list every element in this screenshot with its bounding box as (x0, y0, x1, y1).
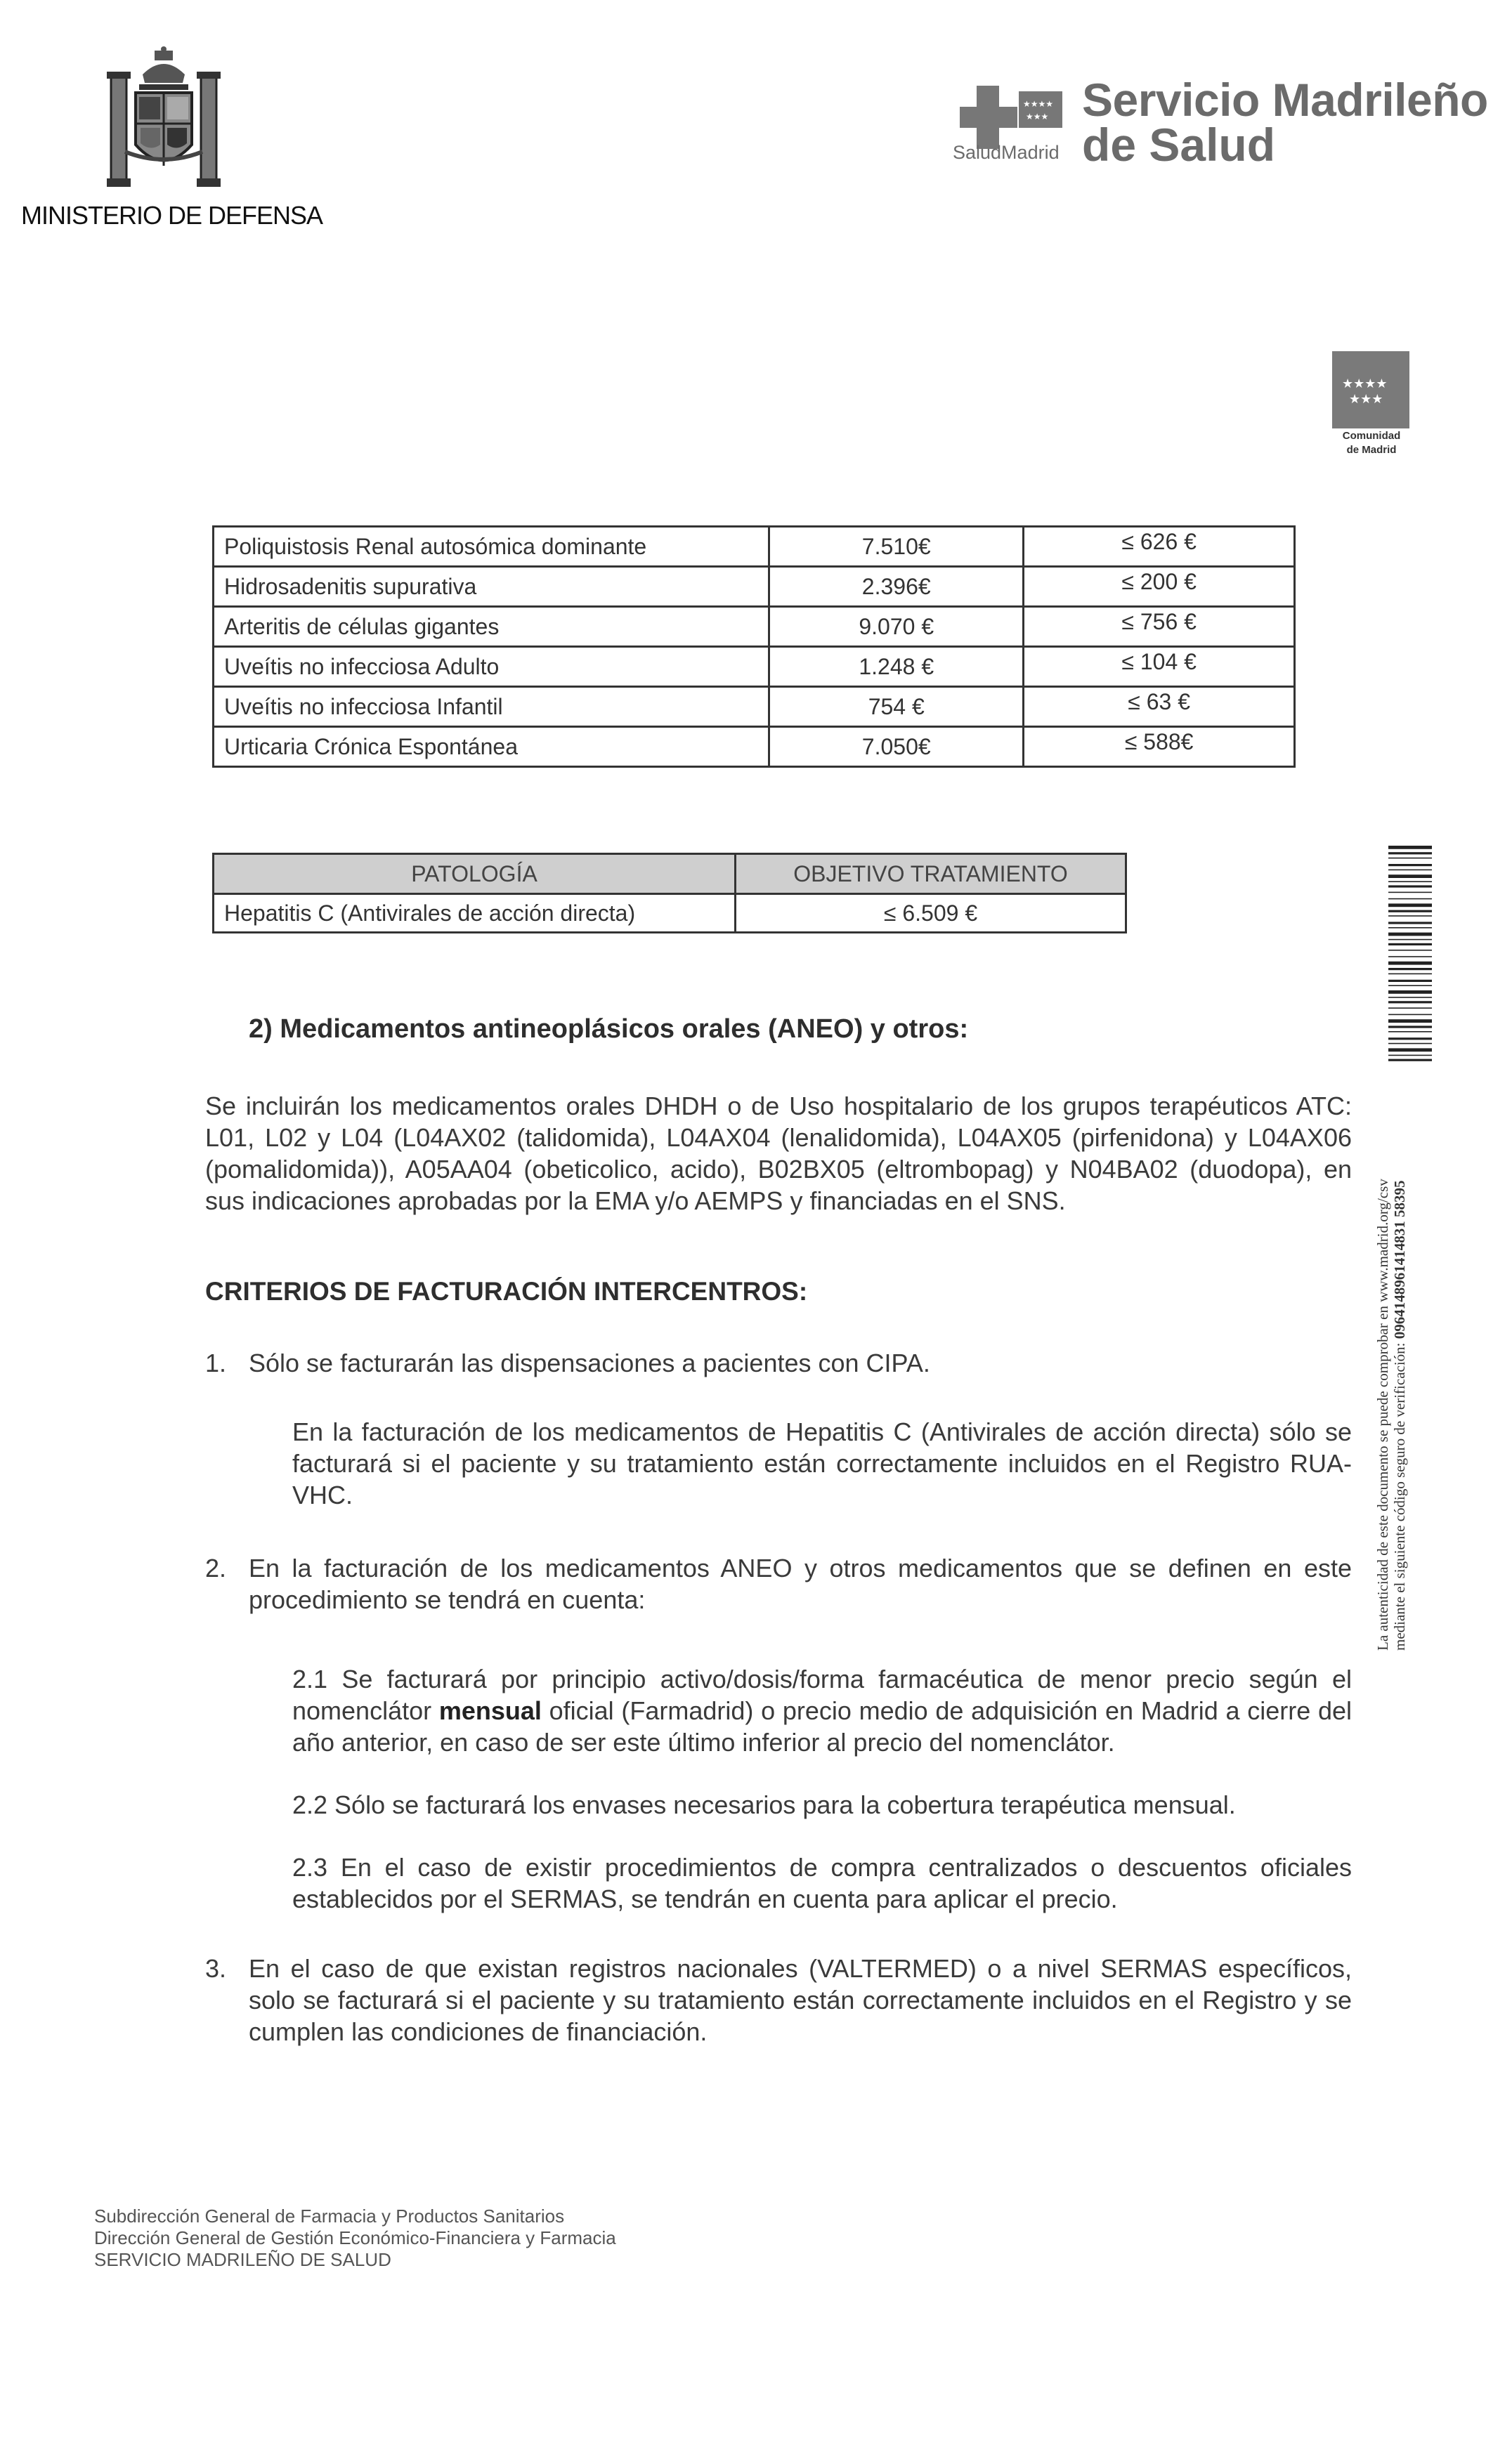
table-cell: Hepatitis C (Antivirales de acción directa) (214, 894, 736, 933)
ministry-label: MINISTERIO DE DEFENSA (21, 201, 323, 230)
barcode-bar (1388, 892, 1432, 893)
table-cell: Poliquistosis Renal autosómica dominante (214, 527, 769, 567)
table-cell: 9.070 € (769, 607, 1024, 647)
table-cell: 754 € (769, 687, 1024, 727)
barcode-bar (1388, 974, 1432, 975)
section-2-paragraph: Se incluirán los medicamentos orales DHDH o de Uso hospitalario de los grupos terapéuticos ATC: L01, L02 y L04 (L04AX02 (talidomida), L04AX04 (lenalidomida), L04AX05 (pirfenidona) y L04AX06 (pomalidomida)), A05AA04 (obeticolico, acido), B02BX05 (eltrombopag) y N04BA02 (duodopa), en sus indicaciones aprobadas por la EMA y/o AEMPS y financiadas en el SNS. (205, 1092, 1352, 1215)
barcode-bar (1388, 1037, 1432, 1040)
table-cell: Uveítis no infecciosa Adulto (214, 647, 769, 687)
barcode-bar (1388, 985, 1432, 986)
criteria-item-2: En la facturación de los medicamentos ANEO y otros medicamentos que se definen en este procedimiento se tendrá en cuenta: (249, 1554, 1352, 1614)
criteria-item-1: Sólo se facturarán las dispensaciones a pacientes con CIPA. (249, 1349, 930, 1377)
pathology-cost-table (212, 525, 1296, 768)
barcode-bar (1388, 980, 1432, 982)
table-cell: ≤ 588€ (1024, 727, 1295, 767)
criteria-item-2-3: 2.3 En el caso de existir procedimientos de compra centralizados o descuentos oficiales establecidos por el SERMAS, se tendrán en cuenta para aplicar el precio. (292, 1853, 1352, 1913)
column-header-target: OBJETIVO TRATAMIENTO (736, 854, 1126, 894)
item-3-number: 3. (205, 1954, 227, 1983)
table-row (214, 567, 1295, 607)
table-cell: Uveítis no infecciosa Infantil (214, 687, 769, 727)
hepatitis-target-table (212, 853, 1127, 933)
table-cell: 2.396€ (769, 567, 1024, 607)
barcode-bar (1388, 864, 1432, 866)
barcode-bar (1388, 898, 1432, 900)
table-cell: ≤ 200 € (1024, 567, 1295, 607)
barcode-bar (1388, 846, 1432, 849)
table-cell: ≤ 104 € (1024, 647, 1295, 687)
svg-text:★★★: ★★★ (1026, 112, 1049, 122)
barcode-bar (1388, 1048, 1432, 1051)
item-1-number: 1. (205, 1349, 227, 1377)
barcode-bar (1388, 956, 1432, 957)
item-2-1-text: 2.1 Se facturará por principio activo/dosis/forma farmacéutica de menor precio según el nomenclátor (292, 1665, 1352, 1725)
barcode-bar (1388, 858, 1432, 859)
sermas-title-line2: de Salud (1082, 119, 1276, 171)
barcode-bar (1388, 990, 1432, 994)
verification-text (1374, 1075, 1408, 1651)
table-cell: ≤ 63 € (1024, 687, 1295, 727)
comunidad-label: Comunidad (1342, 430, 1401, 442)
table-cell: Hidrosadenitis supurativa (214, 567, 769, 607)
footer-line-1: Subdirección General de Farmacia y Productos Sanitarios (94, 2206, 565, 2227)
barcode-bar (1388, 1055, 1432, 1056)
barcode-bar (1388, 852, 1432, 854)
barcode-bar (1388, 1007, 1432, 1009)
table-row (214, 894, 1126, 933)
verification-line-1: La autenticidad de este documento se puede comprobar en www.madrid.org/csv (1374, 1179, 1391, 1651)
barcode-bar (1388, 881, 1432, 882)
barcode-bar (1388, 962, 1432, 965)
table-cell: 7.050€ (769, 727, 1024, 767)
verification-barcode (1388, 846, 1432, 1063)
item-2-1-text-end: oficial (Farmadrid) o precio medio de adquisición en Madrid a cierre del año anterior, en caso de ser este último inferior al precio del nomenclátor. (292, 1696, 1353, 1757)
table-cell: 7.510€ (769, 527, 1024, 567)
barcode-bar (1388, 939, 1432, 941)
barcode-bar (1388, 943, 1432, 945)
barcode-bar (1388, 997, 1432, 998)
criteria-item-1-detail: En la facturación de los medicamentos de Hepatitis C (Antivirales de acción directa) sólo se facturará si el paciente y su tratamiento están correctamente incluidos en el Registro RUA-VHC. (292, 1417, 1352, 1509)
footer-line-3: SERVICIO MADRILEÑO DE SALUD (94, 2249, 391, 2270)
table-cell: 1.248 € (769, 647, 1024, 687)
table-cell: Arteritis de células gigantes (214, 607, 769, 647)
svg-text:★★★: ★★★ (1349, 392, 1383, 407)
item-2-1-bold: mensual (438, 1696, 542, 1725)
verification-code: 0964148961414831 58395 (1391, 1180, 1408, 1339)
table-cell: ≤ 756 € (1024, 607, 1295, 647)
svg-text:★★★★: ★★★★ (1023, 99, 1054, 109)
verification-line-2 (1391, 1075, 1408, 1651)
item-2-number: 2. (205, 1554, 227, 1582)
footer-line-2: Dirección General de Gestión Económico-Financiera y Farmacia (94, 2227, 616, 2248)
table-cell: Urticaria Crónica Espontánea (214, 727, 769, 767)
barcode-bar (1388, 922, 1432, 924)
footer (94, 2206, 616, 2271)
table-row (214, 607, 1295, 647)
criteria-item-3: En el caso de que existan registros nacionales (VALTERMED) o a nivel SERMAS específicos, solo se facturará si el paciente y su tratamiento están correctamente incluidos en el Registro y se cumplen las condiciones de financiación. (249, 1954, 1352, 2046)
section-2-heading: 2) Medicamentos antineoplásicos orales (ANEO) y otros: (249, 1014, 969, 1044)
barcode-bar (1388, 1031, 1432, 1033)
barcode-bar (1388, 933, 1432, 936)
de-madrid-label: de Madrid (1346, 444, 1397, 456)
table-row (214, 687, 1295, 727)
barcode-bar (1388, 885, 1432, 887)
comunidad-madrid-logo (1332, 351, 1409, 428)
table-header-row (214, 854, 1126, 894)
barcode-bar (1388, 874, 1432, 878)
criteria-item-2-2: 2.2 Sólo se facturará los envases necesarios para la cobertura terapéutica mensual. (292, 1790, 1236, 1819)
table-cell: ≤ 6.509 € (736, 894, 1126, 933)
barcode-bar (1388, 1014, 1432, 1016)
barcode-bar (1388, 903, 1432, 907)
billing-criteria-heading: CRITERIOS DE FACTURACIÓN INTERCENTROS: (205, 1277, 808, 1306)
criteria-item-2-1 (292, 1663, 1352, 1758)
barcode-bar (1388, 1059, 1432, 1061)
saludmadrid-label: SaludMadrid (953, 142, 1060, 163)
barcode-bar (1388, 1001, 1432, 1003)
verification-line-2-text: mediante el siguiente código seguro de verificación: (1391, 1339, 1408, 1651)
barcode-bar (1388, 910, 1432, 912)
svg-text:★★★★: ★★★★ (1342, 376, 1388, 391)
spain-coat-of-arms-logo (104, 46, 223, 190)
barcode-bar (1388, 950, 1432, 951)
barcode-bar (1388, 1043, 1432, 1044)
barcode-bar (1388, 1019, 1432, 1023)
table-row (214, 527, 1295, 567)
column-header-pathology: PATOLOGÍA (214, 854, 736, 894)
barcode-bar (1388, 915, 1432, 917)
barcode-bar (1388, 927, 1432, 929)
table-row (214, 727, 1295, 767)
table-cell: ≤ 626 € (1024, 527, 1295, 567)
barcode-bar (1388, 968, 1432, 970)
table-row (214, 647, 1295, 687)
barcode-bar (1388, 1025, 1432, 1028)
barcode-bar (1388, 870, 1432, 871)
sermas-title-line1: Servicio Madrileño (1082, 74, 1488, 126)
